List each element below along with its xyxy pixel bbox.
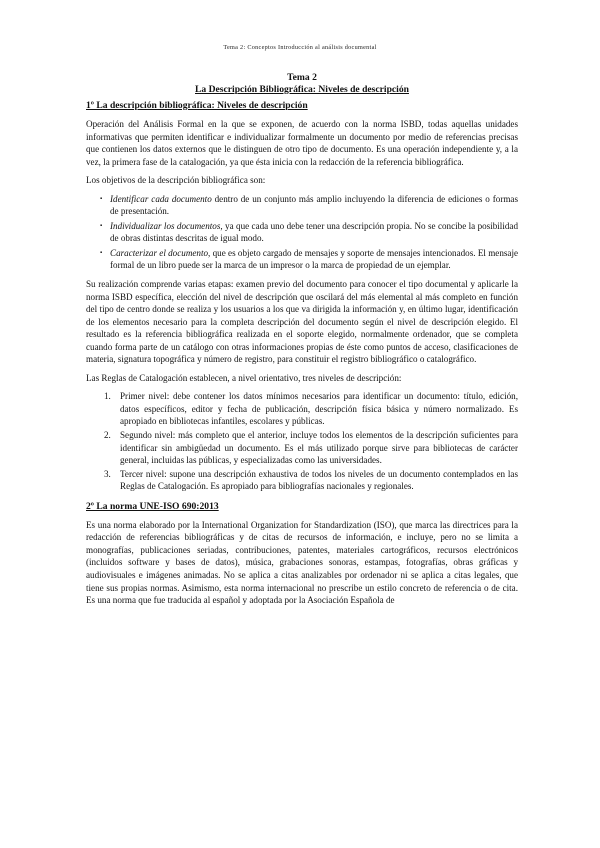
list-item [86,429,518,467]
objective-text: , que es objeto cargado de mensajes y soporte de mensajes intencionados. El mensaje formal de un libro puede ser la marca de un impresor o la marca de propiedad de un ejemplar. [110,247,519,271]
list-item [86,390,518,428]
running-header: Tema 2: Conceptos Introducción al análisis documental [223,44,377,51]
list-item [86,193,518,218]
intro-paragraph: Operación del Análisis Formal en la que se exponen, de acuerdo con la norma ISBD, todas aquellas unidades informativas que permiten identificar e individualizar formalmente un documento por medio de referencias precisas que contienen los datos externos que le distinguen de otro tipo de documento. Es una operación independiente y, a la vez, la primera fase de la catalogación, ya que ésta inicia con la redacción de la referencia bibliográfica. [86,119,518,167]
objective-text: , ya que cada uno debe tener una descripción propia. No se concibe la posibilidad de obras distintas descritas de igual modo. [110,220,518,244]
list-item [86,468,518,493]
levels-intro: Las Reglas de Catalogación establecen, a nivel orientativo, tres niveles de descripción: [86,372,402,383]
bullet-icon: ▪ [100,249,103,256]
level-text: Tercer nivel: supone una descripción exhaustiva de todos los niveles de un documento contemplados en las Reglas de Catalogación. Es apropiado para bibliografías nacionales y regionales. [120,468,518,492]
objective-term: Individualizar los documentos [110,220,221,231]
objectives-intro: Los objetivos de la descripción bibliográfica son: [86,175,266,186]
objectives-list [86,193,518,272]
objective-text: dentro de un conjunto más amplio incluyendo la diferencia de ediciones o formas de presentación. [110,193,518,217]
bullet-icon: ▪ [100,222,103,229]
level-text: Segundo nivel: más completo que el anterior, incluye todos los elementos de la descripción suficientes para identificar sin ambigüedad un documento. Es el más utilizado porque sirve para bibliotecas de carácter general, incluidas las públicas, y especializadas como las universidades. [120,430,518,466]
list-number: 1. [104,391,111,402]
section-heading-2: 2º La norma UNE-ISO 690:2013 [86,500,219,512]
list-number: 3. [104,468,111,479]
stages-paragraph: Su realización comprende varias etapas: examen previo del documento para conocer el tipo documental y aplicarle la norma ISBD específica, elección del nivel de descripción que oscilará del más elemental al más completo en función del tipo de centro donde se realiza y los usuarios a los que va dirigida la información y, en último lugar, identificación de los elementos necesario para la completa descripción del documento según el nivel de descripción elegido. El resultado es la referencia bibliográfica realizada en el soporte elegido, normalmente ordenador, que se completa cuando forma parte de un catálogo con otras informaciones propias de éste como puntos de acceso, clasificaciones de materia, signatura topográfica y número de registro, para constituir el registro bibliográfico o catalográfico. [86,279,518,365]
bullet-icon: ▪ [100,195,103,202]
level-text: Primer nivel: debe contener los datos mínimos necesarios para identificar un documento: título, edición, datos específicos, editor y fecha de publicación, descripción física básica y número normalizado. Es apropiado en bibliotecas infantiles, escolares y públicas. [120,391,518,427]
list-item [86,247,518,272]
objective-term: Identificar cada documento [110,193,212,204]
list-number: 2. [104,430,111,441]
section-heading-1: 1º La descripción bibliográfica: Niveles de descripción [86,100,308,111]
list-item [86,220,518,245]
iso-paragraph: Es una norma elaborado por la International Organization for Standardization (ISO), que marca las directrices para la redacción de referencias bibliográficas y de citas de recursos de información, e incluye, pero no se limita a monografías, publicaciones seriadas, contribuciones, patentes, materiales cartográficos, recursos electrónicos (incluidos software y bases de datos), música, grabaciones sonoras, estampas, fotografías, obras gráficas y audiovisuales e imágenes animadas. No se aplica a citas analizables por ordenador ni se aplica a citas legales, que tiene sus propias normas. Asimismo, esta norma internacional no prescribe un estilo concreto de referencia o de cita. Es una norma que fue traducida al español y adoptada por la Asociación Española de [86,519,518,606]
levels-list [86,390,518,492]
chapter-label: Tema 2 [287,72,317,83]
objective-term: Caracterizar el documento [110,247,209,258]
page-content [86,72,518,613]
page-title: La Descripción Bibliográfica: Niveles de descripción [195,84,409,95]
